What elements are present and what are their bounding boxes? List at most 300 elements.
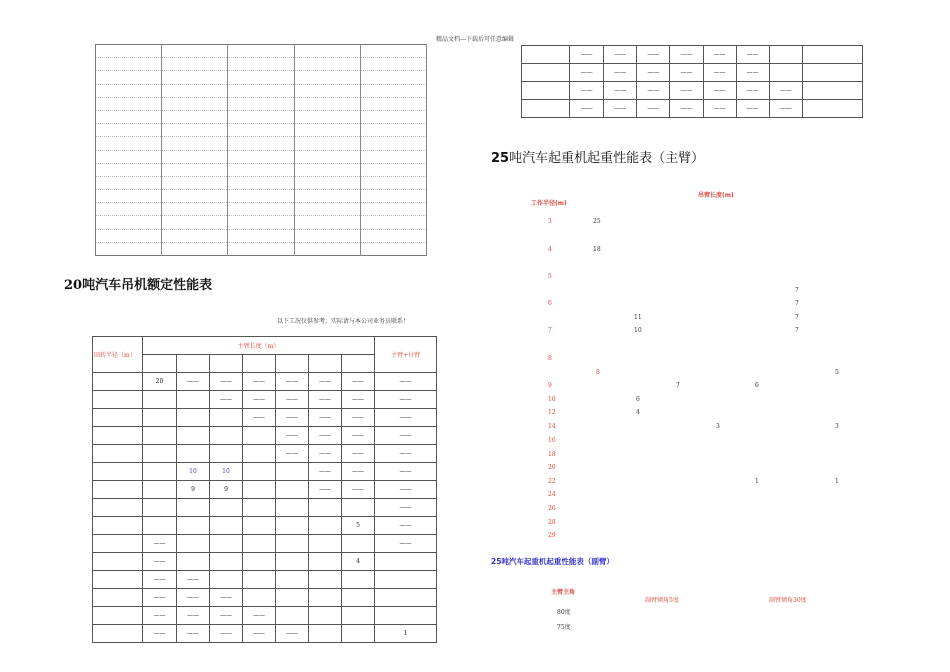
table-cell: ——	[177, 625, 210, 643]
capacity-value: 7	[795, 287, 799, 294]
t25aux-title: 25吨汽车起重机起重性能表（副臂）	[491, 557, 614, 566]
grid-cell	[228, 58, 294, 71]
table-cell	[243, 517, 276, 535]
table-cell: 20	[143, 373, 177, 391]
grid-cell	[96, 58, 162, 71]
grid-cell	[294, 45, 360, 58]
grid-cell	[294, 124, 360, 137]
grid-cell	[228, 190, 294, 203]
grid-cell	[360, 110, 426, 123]
header-cell	[210, 355, 243, 373]
grid-cell	[360, 163, 426, 176]
radius-value: 5	[548, 273, 552, 280]
grid-cell	[162, 45, 228, 58]
table-cell	[143, 409, 177, 427]
t25-title-num: 25	[491, 151, 510, 166]
table-cell	[309, 553, 342, 571]
main-boom-header: 主臂长度（m）	[143, 337, 375, 355]
radius-value: 12	[548, 409, 556, 416]
table-cell	[210, 499, 243, 517]
table-cell: ——	[243, 391, 276, 409]
grid-row	[96, 71, 427, 84]
table-cell	[769, 64, 802, 82]
table-cell: ——	[375, 409, 437, 427]
grid-cell	[96, 137, 162, 150]
radius-value: 18	[548, 451, 556, 458]
t20-table	[92, 336, 437, 643]
table-cell	[93, 481, 143, 499]
table-cell	[143, 445, 177, 463]
capacity-value: 4	[636, 409, 640, 416]
grid-cell	[162, 229, 228, 242]
radius-value: 3	[548, 218, 552, 225]
table-row	[93, 607, 437, 625]
header-cell	[143, 355, 177, 373]
table-cell: ——	[604, 100, 637, 118]
table-cell	[177, 445, 210, 463]
grid-cell	[96, 176, 162, 189]
table-cell: 5	[342, 517, 375, 535]
table-cell	[177, 391, 210, 409]
table-cell: ——	[736, 64, 769, 82]
top-left-table	[95, 44, 427, 256]
table-cell: 10	[210, 463, 243, 481]
table-cell: ——	[243, 625, 276, 643]
grid-cell	[360, 190, 426, 203]
grid-cell	[162, 190, 228, 203]
table-cell	[177, 499, 210, 517]
grid-cell	[96, 229, 162, 242]
grid-cell	[96, 242, 162, 255]
table-cell: ——	[143, 535, 177, 553]
grid-cell	[96, 203, 162, 216]
grid-cell	[228, 229, 294, 242]
capacity-value: 5	[835, 369, 839, 376]
capacity-value: 11	[634, 314, 642, 321]
table-cell: ——	[276, 373, 309, 391]
table-cell	[143, 499, 177, 517]
table-cell	[93, 625, 143, 643]
table-cell: ——	[309, 391, 342, 409]
grid-cell	[228, 216, 294, 229]
grid-cell	[228, 242, 294, 255]
grid-cell	[96, 190, 162, 203]
grid-cell	[162, 150, 228, 163]
grid-row	[96, 97, 427, 110]
table-cell: ——	[342, 481, 375, 499]
grid-cell	[162, 176, 228, 189]
table-cell: ——	[769, 100, 802, 118]
table-cell	[276, 481, 309, 499]
table-cell: ——	[703, 100, 736, 118]
table-row	[93, 589, 437, 607]
table-cell: ——	[210, 373, 243, 391]
table-cell	[177, 427, 210, 445]
grid-cell	[162, 71, 228, 84]
grid-row	[96, 163, 427, 176]
grid-cell	[294, 84, 360, 97]
grid-cell	[360, 71, 426, 84]
table-cell	[309, 589, 342, 607]
table-cell: 9	[177, 481, 210, 499]
table-cell	[210, 535, 243, 553]
table-cell: 1	[375, 625, 437, 643]
table-cell: ——	[177, 589, 210, 607]
grid-row	[96, 124, 427, 137]
grid-cell	[294, 203, 360, 216]
table-cell: ——	[604, 82, 637, 100]
table-cell: ——	[309, 481, 342, 499]
grid-cell	[162, 137, 228, 150]
table-cell	[243, 589, 276, 607]
grid-cell	[360, 58, 426, 71]
table-cell: ——	[309, 409, 342, 427]
table-cell: ——	[243, 409, 276, 427]
grid-cell	[162, 124, 228, 137]
grid-row	[96, 203, 427, 216]
table-cell: ——	[276, 427, 309, 445]
table-cell: ——	[309, 445, 342, 463]
table-cell	[276, 571, 309, 589]
table-cell	[522, 46, 570, 64]
table-cell: 4	[342, 553, 375, 571]
table-cell: ——	[143, 571, 177, 589]
table-cell: ——	[637, 64, 670, 82]
t20-note: 以下工况仅供参考，实际请与本公司业务员联系！	[277, 318, 410, 325]
radius-value: 6	[548, 300, 552, 307]
table-cell	[210, 517, 243, 535]
angle-80: 80度	[557, 609, 571, 616]
table-cell: ——	[243, 607, 276, 625]
table-row	[522, 64, 863, 82]
capacity-value: 10	[634, 327, 642, 334]
table-cell: ——	[143, 607, 177, 625]
capacity-value: 1	[755, 478, 759, 485]
grid-cell	[162, 203, 228, 216]
grid-row	[96, 150, 427, 163]
grid-cell	[294, 71, 360, 84]
radius-value: 9	[548, 382, 552, 389]
radius-value: 24	[548, 491, 556, 498]
capacity-value: 7	[795, 314, 799, 321]
table-cell	[177, 517, 210, 535]
table-cell: ——	[375, 481, 437, 499]
table-cell: ——	[736, 82, 769, 100]
grid-cell	[294, 58, 360, 71]
table-row	[93, 517, 437, 535]
table-cell	[243, 571, 276, 589]
table-cell: ——	[210, 607, 243, 625]
header-cell	[309, 355, 342, 373]
table-cell	[143, 517, 177, 535]
table-cell	[93, 373, 143, 391]
grid-row	[96, 229, 427, 242]
table-cell: ——	[177, 571, 210, 589]
table-cell	[276, 535, 309, 553]
grid-cell	[228, 150, 294, 163]
grid-cell	[294, 97, 360, 110]
capacity-value: 7	[795, 300, 799, 307]
grid-cell	[162, 110, 228, 123]
offset5-label: 副臂倾角5度	[645, 597, 679, 604]
table-cell	[522, 82, 570, 100]
table-row	[93, 499, 437, 517]
table-cell: ——	[670, 46, 703, 64]
grid-cell	[162, 84, 228, 97]
table-cell: ——	[736, 100, 769, 118]
table-row	[522, 46, 863, 64]
boom-length-label: 吊臂长度(m)	[698, 192, 734, 199]
table-cell	[143, 481, 177, 499]
grid-row	[96, 176, 427, 189]
table-row	[93, 553, 437, 571]
table-cell	[210, 427, 243, 445]
table-cell: ——	[143, 625, 177, 643]
offset30-label: 副臂倾角30度	[769, 597, 807, 604]
grid-cell	[360, 45, 426, 58]
table-cell: ——	[637, 100, 670, 118]
table-cell	[309, 571, 342, 589]
grid-cell	[294, 216, 360, 229]
header-cell	[243, 355, 276, 373]
table-cell	[93, 409, 143, 427]
table-cell: ——	[309, 463, 342, 481]
table-cell	[342, 607, 375, 625]
table-row	[93, 373, 437, 391]
table-cell: ——	[375, 373, 437, 391]
table-cell: ——	[210, 391, 243, 409]
table-cell: ——	[703, 46, 736, 64]
grid-cell	[360, 137, 426, 150]
capacity-value: 6	[636, 396, 640, 403]
table-cell	[375, 607, 437, 625]
grid-cell	[96, 163, 162, 176]
table-cell: ——	[637, 46, 670, 64]
table-cell: ——	[342, 463, 375, 481]
capacity-value: 25	[593, 218, 601, 225]
table-cell	[342, 589, 375, 607]
table-cell	[276, 589, 309, 607]
header-cell	[177, 355, 210, 373]
table-cell: ——	[570, 46, 604, 64]
table-cell: ——	[210, 589, 243, 607]
table-cell	[93, 445, 143, 463]
table-cell: ——	[342, 409, 375, 427]
table-cell	[276, 499, 309, 517]
table-cell	[802, 46, 862, 64]
table-cell: ——	[375, 391, 437, 409]
grid-cell	[96, 84, 162, 97]
grid-cell	[360, 97, 426, 110]
grid-cell	[228, 163, 294, 176]
table-cell	[769, 46, 802, 64]
radius-value: 10	[548, 396, 556, 403]
table-cell	[93, 427, 143, 445]
table-cell: ——	[309, 427, 342, 445]
table-row	[522, 100, 863, 118]
table-cell: ——	[276, 625, 309, 643]
grid-cell	[360, 242, 426, 255]
table-cell	[177, 553, 210, 571]
table-cell	[309, 607, 342, 625]
table-row	[93, 427, 437, 445]
table-cell	[375, 589, 437, 607]
table-cell: ——	[210, 625, 243, 643]
table-cell: ——	[570, 82, 604, 100]
grid-cell	[96, 216, 162, 229]
radius-value: 29	[548, 532, 556, 539]
table-cell	[276, 517, 309, 535]
grid-row	[96, 216, 427, 229]
table-cell	[802, 82, 862, 100]
grid-cell	[294, 137, 360, 150]
grid-cell	[228, 203, 294, 216]
angle-75: 75度	[557, 624, 571, 631]
table-cell	[375, 553, 437, 571]
grid-cell	[294, 163, 360, 176]
table-cell	[243, 481, 276, 499]
grid-cell	[162, 242, 228, 255]
table-cell: ——	[143, 589, 177, 607]
table-cell: ——	[177, 607, 210, 625]
grid-cell	[96, 110, 162, 123]
table-cell	[177, 535, 210, 553]
table-cell: ——	[703, 64, 736, 82]
table-cell	[309, 625, 342, 643]
grid-row	[96, 242, 427, 255]
grid-cell	[162, 163, 228, 176]
radius-value: 28	[548, 519, 556, 526]
grid-cell	[96, 150, 162, 163]
table-cell: ——	[342, 445, 375, 463]
grid-cell	[228, 137, 294, 150]
radius-label: 工作半径(m)	[531, 200, 567, 207]
grid-cell	[360, 203, 426, 216]
table-cell: ——	[375, 517, 437, 535]
table-cell	[342, 499, 375, 517]
table-cell: ——	[570, 100, 604, 118]
page-header: 精品文档---下载后可任意编辑	[435, 36, 515, 43]
table-cell: ——	[177, 373, 210, 391]
table-cell	[93, 463, 143, 481]
radius-value: 22	[548, 478, 556, 485]
table-cell	[342, 571, 375, 589]
capacity-value: 18	[593, 246, 601, 253]
grid-cell	[162, 216, 228, 229]
table-row	[93, 391, 437, 409]
table-cell: ——	[604, 64, 637, 82]
table-cell: ——	[309, 373, 342, 391]
table-cell: ——	[143, 553, 177, 571]
t25-title-text: 吨汽车起重机起重性能表（主臂）	[509, 151, 705, 166]
grid-row	[96, 45, 427, 58]
table-cell	[93, 517, 143, 535]
capacity-value: 6	[755, 382, 759, 389]
radius-value: 14	[548, 423, 556, 430]
header-cell	[342, 355, 375, 373]
grid-cell	[228, 45, 294, 58]
grid-cell	[360, 150, 426, 163]
grid-cell	[96, 71, 162, 84]
t20-title: 20吨汽车吊机额定性能表	[64, 278, 213, 293]
table-cell	[93, 535, 143, 553]
table-cell: ——	[375, 445, 437, 463]
table-cell	[93, 589, 143, 607]
table-cell	[243, 499, 276, 517]
grid-row	[96, 84, 427, 97]
table-cell	[276, 463, 309, 481]
grid-cell	[228, 71, 294, 84]
radius-value: 8	[548, 355, 552, 362]
grid-cell	[294, 229, 360, 242]
grid-cell	[228, 176, 294, 189]
grid-cell	[360, 84, 426, 97]
capacity-value: 3	[835, 423, 839, 430]
grid-cell	[96, 97, 162, 110]
grid-cell	[96, 124, 162, 137]
table-cell	[143, 463, 177, 481]
table-cell	[93, 607, 143, 625]
grid-cell	[294, 110, 360, 123]
grid-cell	[228, 110, 294, 123]
grid-cell	[162, 97, 228, 110]
table-cell: ——	[243, 373, 276, 391]
table-cell	[342, 625, 375, 643]
table-cell: 9	[210, 481, 243, 499]
grid-cell	[228, 97, 294, 110]
grid-cell	[294, 150, 360, 163]
table-cell	[243, 463, 276, 481]
capacity-value: 8	[596, 369, 600, 376]
header-cell	[276, 355, 309, 373]
table-cell	[276, 607, 309, 625]
table-cell: ——	[670, 100, 703, 118]
radius-value: 20	[548, 464, 556, 471]
table-cell	[375, 571, 437, 589]
top-right-table	[521, 45, 863, 118]
capacity-value: 3	[716, 423, 720, 430]
capacity-value: 1	[835, 478, 839, 485]
table-cell: ——	[736, 46, 769, 64]
radius-header: 回转半径（m）	[94, 352, 136, 359]
table-cell	[93, 499, 143, 517]
table-cell: ——	[375, 535, 437, 553]
grid-cell	[228, 84, 294, 97]
table-cell: ——	[637, 82, 670, 100]
table-cell: ——	[276, 445, 309, 463]
grid-row	[96, 137, 427, 150]
table-cell	[522, 100, 570, 118]
grid-cell	[360, 124, 426, 137]
grid-cell	[360, 229, 426, 242]
table-cell	[143, 427, 177, 445]
table-cell	[309, 535, 342, 553]
table-cell: ——	[342, 373, 375, 391]
table-cell: ——	[276, 409, 309, 427]
grid-row	[96, 110, 427, 123]
table-cell	[802, 64, 862, 82]
table-cell	[309, 517, 342, 535]
capacity-value: 7	[676, 382, 680, 389]
grid-cell	[294, 242, 360, 255]
table-cell	[342, 535, 375, 553]
grid-cell	[228, 124, 294, 137]
table-cell	[93, 391, 143, 409]
grid-row	[96, 58, 427, 71]
table-cell	[243, 445, 276, 463]
table-cell	[143, 391, 177, 409]
radius-value: 7	[548, 327, 552, 334]
